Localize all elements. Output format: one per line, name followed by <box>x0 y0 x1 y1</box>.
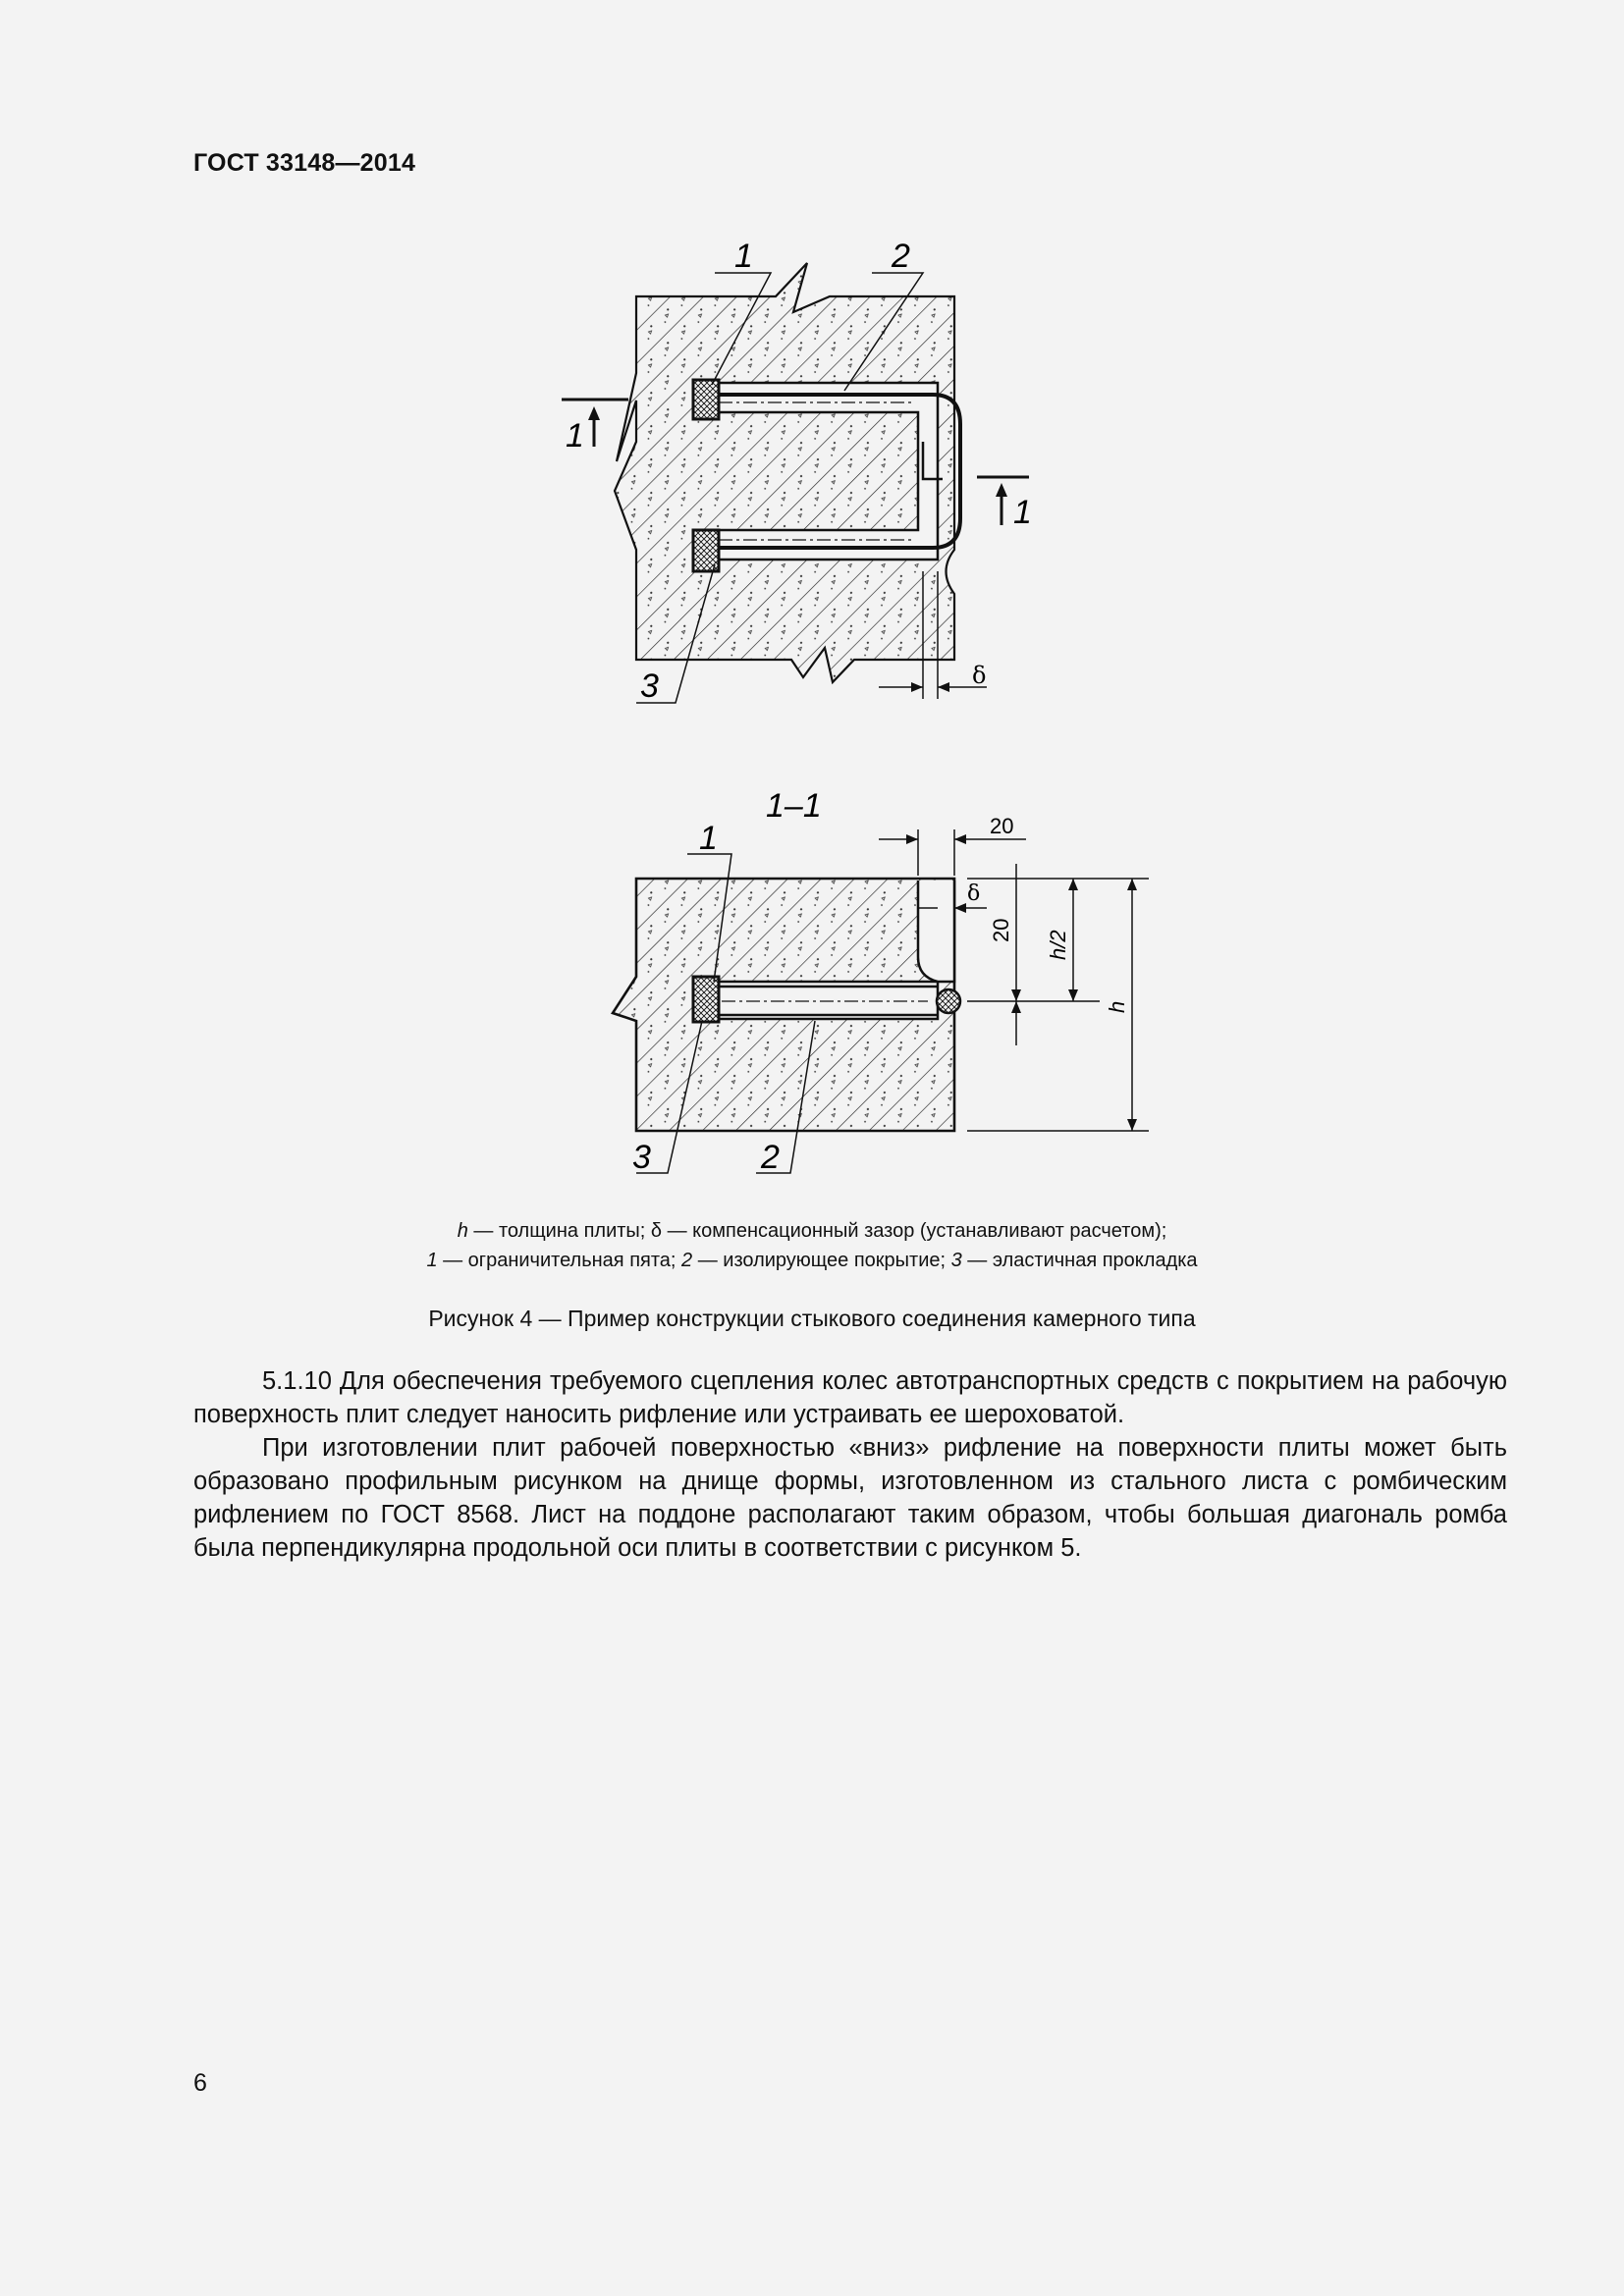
dim-half-h: h/2 <box>1046 930 1070 960</box>
gap-symbol-plan: δ <box>972 662 987 689</box>
page-number: 6 <box>193 2069 207 2097</box>
section-mark-right: 1 <box>1013 494 1032 531</box>
rebar-section-circle <box>937 989 960 1013</box>
slab-concrete-plan <box>615 263 954 682</box>
figure-caption: Рисунок 4 — Пример конструкции стыкового соединения камерного типа <box>428 1306 1196 1331</box>
plan-label-1: 1 <box>734 238 753 275</box>
body-text <box>193 1364 1507 1565</box>
legend-text-2: — изолирующее покрытие; <box>692 1250 951 1271</box>
elastic-pad-top <box>693 380 719 419</box>
section-mark-left: 1 <box>566 417 584 454</box>
document-number-header: ГОСТ 33148—2014 <box>193 149 416 177</box>
section-label-3: 3 <box>632 1139 651 1176</box>
section-title: 1–1 <box>766 787 822 825</box>
legend-text-delta: — компенсационный зазор (устанавливают расчетом); <box>662 1220 1167 1242</box>
legend-sym-h: h <box>457 1220 468 1242</box>
paragraph-ribbing: При изготовлении плит рабочей поверхностью «вниз» рифление на поверхности плиты может быть образовано профильным рисунком на днище формы, изготовленном из стального листа с ромбическим рифлением по ГОСТ 8568. Лист на поддоне располагают таким образом, чтобы большая диагональ ромба была перпендикулярна продольной оси плиты в соответствии с рисунком 5. <box>193 1434 1507 1562</box>
section-view-drawing <box>613 829 1149 1173</box>
dim-gap-delta: δ <box>967 881 981 906</box>
legend-sym-delta: δ <box>650 1220 663 1242</box>
legend-sym-1: 1 <box>426 1250 438 1271</box>
legend-line-1 <box>0 1215 1624 1247</box>
legend-line-2 <box>0 1245 1624 1276</box>
legend-text-1: — ограничительная пята; <box>437 1250 682 1271</box>
elastic-pad-section <box>693 977 719 1022</box>
section-label-2: 2 <box>761 1139 780 1176</box>
section-label-1: 1 <box>699 820 718 857</box>
dim-full-h: h <box>1105 1000 1129 1013</box>
legend-text-h: — толщина плиты; <box>467 1220 651 1242</box>
dim-depth-20: 20 <box>989 918 1013 942</box>
legend-sym-3: 3 <box>950 1250 962 1271</box>
plan-label-3: 3 <box>640 667 659 705</box>
legend-text-3: — эластичная прокладка <box>961 1250 1198 1271</box>
legend-sym-2: 2 <box>681 1250 693 1271</box>
dim-width-20: 20 <box>990 814 1014 838</box>
plan-view-drawing <box>562 263 1029 703</box>
plan-label-2: 2 <box>892 238 910 275</box>
paragraph-5-1-10: 5.1.10 Для обеспечения требуемого сцепления колес автотранспортных средств с покрытием на рабочую поверхность плит следует наносить рифление или устраивать ее шероховатой. <box>193 1367 1507 1428</box>
